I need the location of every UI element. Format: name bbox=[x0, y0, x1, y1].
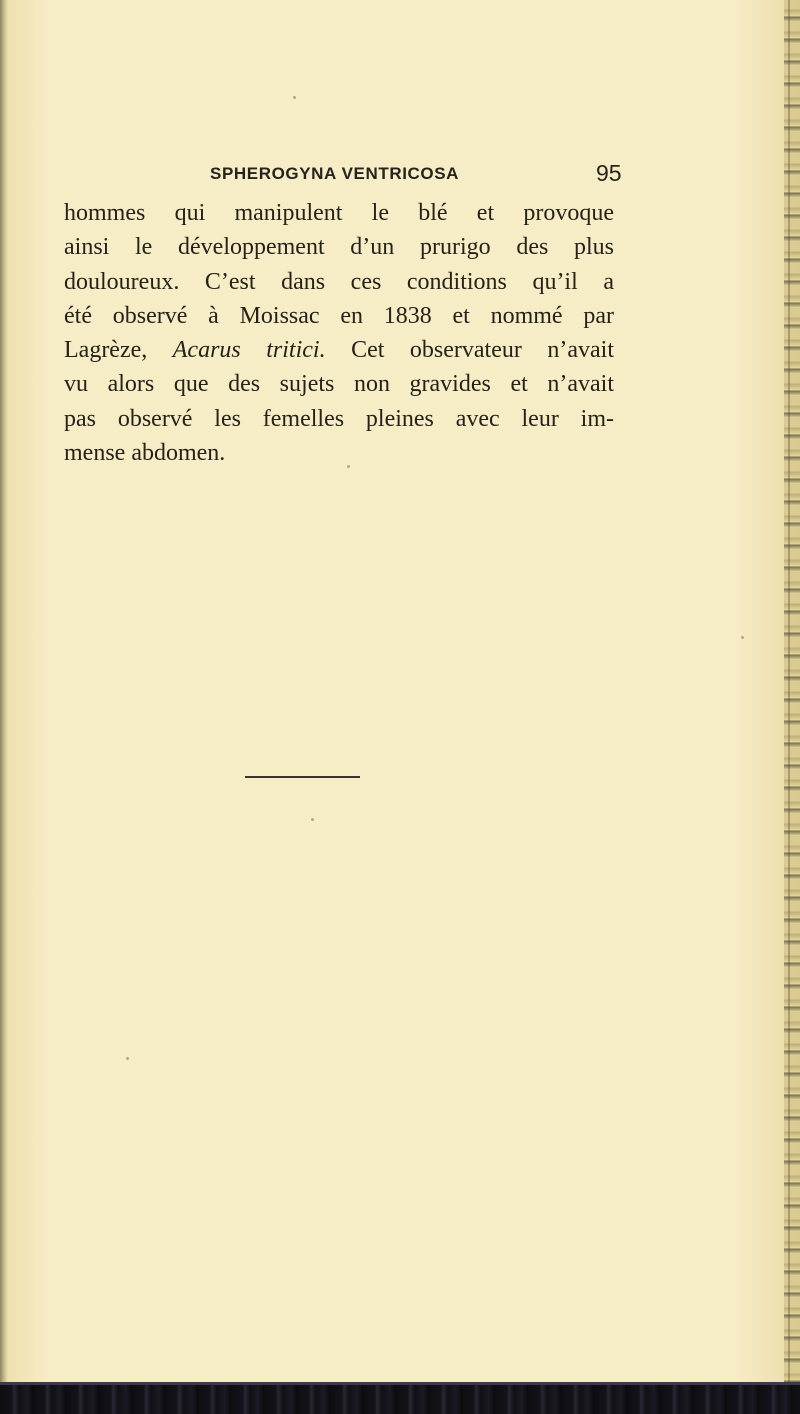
running-title: SPHEROGYNA VENTRICOSA bbox=[210, 164, 460, 183]
scan-bottom-band bbox=[0, 1382, 800, 1414]
scan-bottom-band-edge bbox=[0, 1382, 800, 1385]
text-line: douloureux. C’est dans ces conditions qu’il a bbox=[64, 268, 614, 295]
text-line: ainsi le développement d’un prurigo des plus bbox=[64, 234, 614, 261]
page-right-edge bbox=[784, 0, 800, 1414]
author-name: Lagrèze, bbox=[64, 337, 148, 364]
text-line: été observé à Moissac en 1838 et nommé par bbox=[64, 302, 614, 329]
text-line: pas observé les femelles pleines avec leur im- bbox=[64, 405, 614, 432]
text-line: mense abdomen. bbox=[64, 440, 226, 467]
page-number: 95 bbox=[596, 160, 622, 186]
text-line: hommes qui manipulent le blé et provoque bbox=[64, 200, 614, 226]
paper-speck bbox=[293, 96, 296, 99]
page-left-edge bbox=[0, 0, 8, 1414]
text-line: vu alors que des sujets non gravides et n’avait bbox=[64, 371, 614, 398]
sentence-fragment: Cet observateur n’avait bbox=[351, 337, 614, 364]
page-header bbox=[60, 160, 660, 188]
page-gutter-line bbox=[788, 0, 790, 1414]
paper-speck bbox=[311, 818, 314, 821]
species-name: Acarus tritici. bbox=[172, 337, 326, 364]
paper-speck bbox=[126, 1057, 129, 1060]
text-line-with-species-name bbox=[64, 333, 614, 367]
paper-speck bbox=[741, 636, 744, 639]
body-text bbox=[64, 196, 614, 470]
section-separator-rule bbox=[245, 776, 360, 778]
